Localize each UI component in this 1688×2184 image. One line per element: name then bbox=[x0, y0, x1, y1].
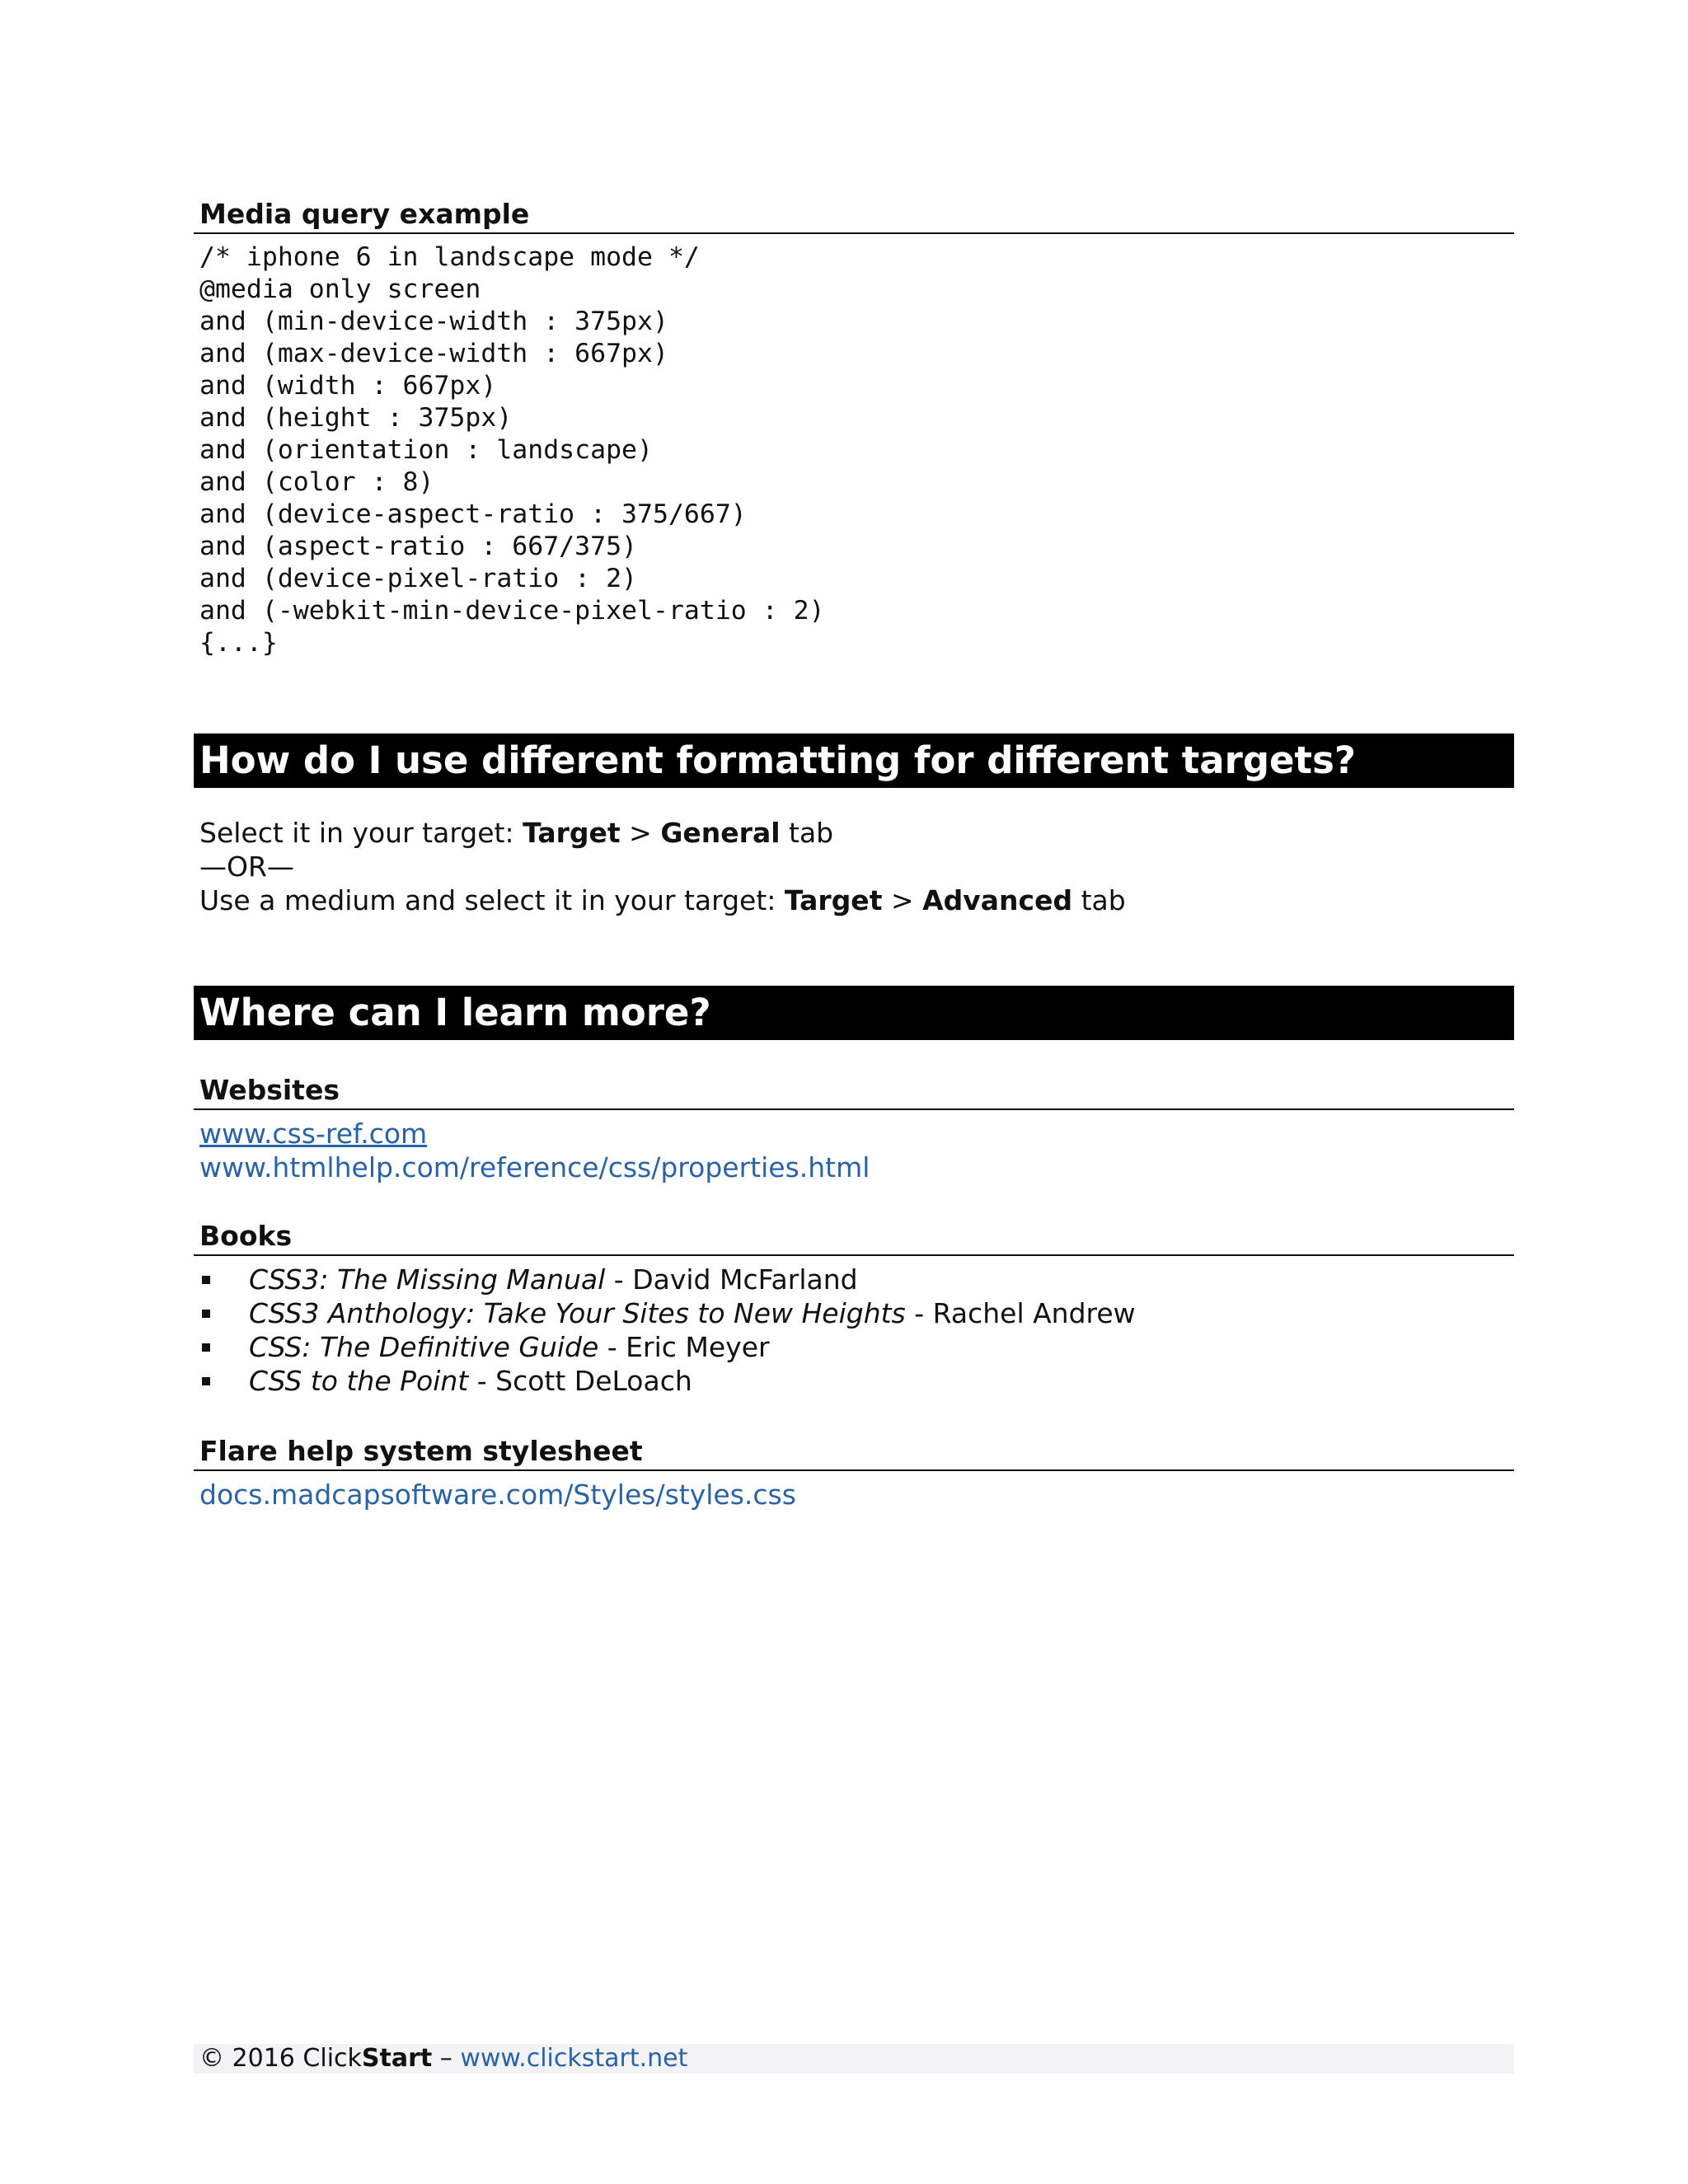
books-list bbox=[194, 1256, 1514, 1398]
tab-suffix: tab bbox=[1072, 884, 1126, 916]
code-line: and (color : 8) bbox=[199, 467, 434, 497]
book-title: CSS3 Anthology: Take Your Sites to New Heights bbox=[249, 1297, 906, 1329]
code-line: {...} bbox=[199, 628, 278, 658]
code-block bbox=[194, 234, 1514, 659]
book-title: CSS3: The Missing Manual bbox=[249, 1263, 606, 1296]
footer-dash: – bbox=[432, 2044, 461, 2073]
book-author: - Eric Meyer bbox=[598, 1331, 770, 1363]
bullet-icon bbox=[202, 1343, 210, 1352]
code-line: /* iphone 6 in landscape mode */ bbox=[199, 242, 700, 272]
media-query-heading: Media query example bbox=[194, 198, 1514, 234]
code-line: and (orientation : landscape) bbox=[199, 435, 653, 465]
bullet-icon bbox=[202, 1310, 210, 1318]
separator: > bbox=[620, 817, 661, 849]
code-line: @media only screen bbox=[199, 274, 481, 304]
list-item bbox=[194, 1330, 1514, 1364]
website-link-htmlhelp[interactable]: www.htmlhelp.com/reference/css/properties.html bbox=[199, 1151, 870, 1183]
website-link-css-ref[interactable]: www.css-ref.com bbox=[199, 1118, 428, 1150]
bullet-icon bbox=[202, 1276, 210, 1284]
code-line: and (aspect-ratio : 667/375) bbox=[199, 532, 638, 561]
target-term: Target bbox=[523, 817, 621, 849]
list-item bbox=[194, 1364, 1514, 1398]
advanced-tab-instruction bbox=[194, 883, 1514, 917]
book-author: - Rachel Andrew bbox=[905, 1297, 1136, 1329]
code-line: and (min-device-width : 375px) bbox=[199, 307, 668, 336]
code-line: and (height : 375px) bbox=[199, 403, 513, 433]
instruction-text: Select it in your target: bbox=[199, 817, 523, 849]
advanced-tab-term: Advanced bbox=[922, 884, 1073, 916]
list-item bbox=[194, 1263, 1514, 1296]
learn-more-banner: Where can I learn more? bbox=[194, 986, 1514, 1040]
book-author: - David McFarland bbox=[605, 1263, 858, 1296]
websites-section bbox=[194, 1074, 1514, 1184]
websites-heading: Websites bbox=[194, 1074, 1514, 1110]
brand-bold: Start bbox=[361, 2044, 433, 2073]
book-author: - Scott DeLoach bbox=[468, 1365, 692, 1397]
general-tab-instruction bbox=[194, 816, 1514, 850]
target-term: Target bbox=[784, 884, 883, 916]
code-line: and (-webkit-min-device-pixel-ratio : 2) bbox=[199, 596, 825, 626]
books-section bbox=[194, 1220, 1514, 1398]
code-line: and (width : 667px) bbox=[199, 371, 497, 401]
document-page bbox=[194, 0, 1514, 2184]
tab-suffix: tab bbox=[780, 817, 834, 849]
stylesheet-section bbox=[194, 1435, 1514, 1511]
instruction-text: Use a medium and select it in your target: bbox=[199, 884, 785, 916]
formatting-body bbox=[194, 816, 1514, 917]
books-heading: Books bbox=[194, 1220, 1514, 1256]
bullet-icon bbox=[202, 1377, 210, 1385]
media-query-section bbox=[194, 198, 1514, 659]
list-item bbox=[194, 1296, 1514, 1330]
book-title: CSS to the Point bbox=[249, 1365, 469, 1397]
footer-url-link[interactable]: www.clickstart.net bbox=[460, 2044, 688, 2073]
code-line: and (max-device-width : 667px) bbox=[199, 339, 668, 368]
stylesheet-heading: Flare help system stylesheet bbox=[194, 1435, 1514, 1471]
general-tab-term: General bbox=[660, 817, 781, 849]
or-divider: —OR— bbox=[199, 851, 294, 883]
code-line: and (device-aspect-ratio : 375/667) bbox=[199, 499, 747, 529]
formatting-banner: How do I use different formatting for different targets? bbox=[194, 733, 1514, 788]
page-footer bbox=[194, 2044, 1514, 2074]
copyright-text: © 2016 Click bbox=[199, 2044, 362, 2073]
stylesheet-link[interactable]: docs.madcapsoftware.com/Styles/styles.css bbox=[199, 1479, 796, 1511]
book-title: CSS: The Definitive Guide bbox=[249, 1331, 599, 1363]
code-line: and (device-pixel-ratio : 2) bbox=[199, 564, 638, 593]
separator: > bbox=[882, 884, 923, 916]
